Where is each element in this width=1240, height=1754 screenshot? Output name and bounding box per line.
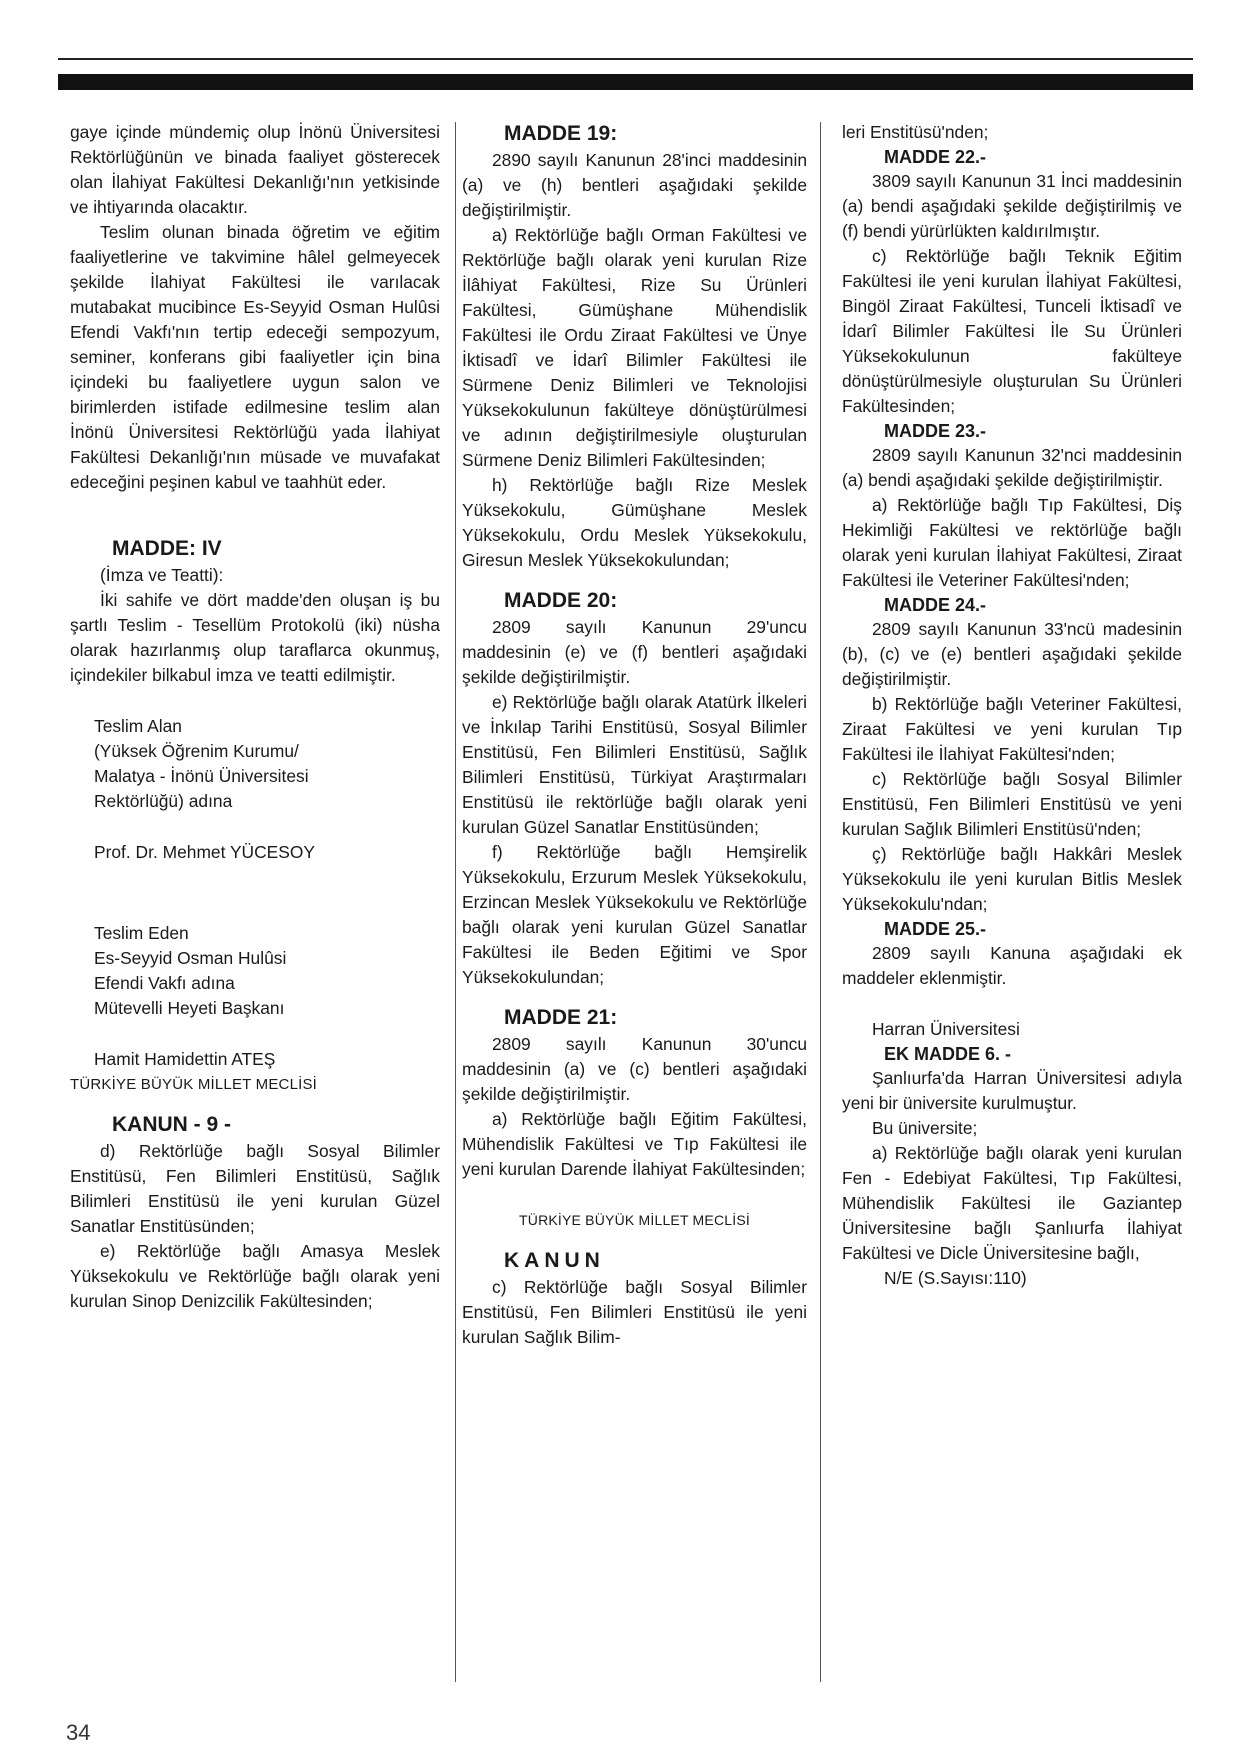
paragraph: 2809 sayılı Kanunun 30'uncu maddesinin (a) ve (c) bentleri aşağıdaki şekilde değiştirilmiştir. (462, 1034, 807, 1104)
column-3 (842, 120, 1182, 1291)
signature-line: Rektörlüğü) adına (94, 791, 233, 811)
paragraph: 2890 sayılı Kanunun 28'inci maddesinin (a) ve (h) bentleri aşağıdaki şekilde değiştirilmiştir. (462, 150, 807, 220)
header-rule-thin (58, 58, 1193, 60)
article-subtitle: (İmza ve Teatti): (100, 565, 224, 585)
law-heading: KANUN (504, 1249, 605, 1272)
paragraph: f) Rektörlüğe bağlı Hemşirelik Yüksekokulu, Erzurum Meslek Yüksekokulu, Erzincan Meslek Yüksekokulu ve Rektörlüğe bağlı olarak yeni kurulan Güzel Sanatlar Fakültesi ile Beden Eğitimi ve Spor Yüksekokulundan; (462, 842, 807, 987)
signature-line: Efendi Vakfı adına (94, 973, 235, 993)
article-heading: MADDE 22.- (884, 147, 987, 167)
paragraph: Teslim olunan binada öğretim ve eğitim faaliyetlerine ve takvimine hâlel gelmeyecek şekilde İlahiyat Fakültesi ile varılacak mutabakat mucibince Es-Seyyid Osman Hulûsi Efendi Vakfı'nın tertip edeceği sempozyum, seminer, konferans gibi faaliyetler için bina içindeki bu faaliyetlere uygun salon ve birimlerden istifade edilmesine teslim alan İnönü Üniversitesi Rektörlüğü yada İlahiyat Fakültesi Dekanlığı'nın müsade ve muvafakat edeceğini peşinen kabul ve taahhüt eder. (70, 222, 440, 492)
paragraph: e) Rektörlüğe bağlı olarak Atatürk İlkeleri ve İnkılap Tarihi Enstitüsü, Sosyal Bilimler Enstitüsü, Fen Bilimleri Enstitüsü, Sağlık Bilimleri Enstitüsü, Türkiyat Araştırmaları Enstitüsü ile rektörlüğe bağlı olarak yeni kurulan Güzel Sanatlar Enstitüsünden; (462, 692, 807, 837)
column-divider-2 (820, 122, 821, 1682)
paragraph: a) Rektörlüğe bağlı Tıp Fakültesi, Diş Hekimliği Fakültesi ve rektörlüğe bağlı olarak yeni kurulan İlahiyat Fakültesi, Ziraat Fakültesi ile Veteriner Fakültesi'nden; (842, 495, 1182, 590)
column-1 (70, 120, 440, 1314)
paragraph: 2809 sayılı Kanuna aşağıdaki ek maddeler eklenmiştir. (842, 943, 1182, 988)
article-heading: MADDE 19: (504, 122, 618, 145)
assembly-title: TÜRKİYE BÜYÜK MİLLET MECLİSİ (519, 1212, 750, 1228)
signature-line: Teslim Eden (94, 923, 189, 943)
footnote-reference: N/E (S.Sayısı:110) (884, 1268, 1027, 1288)
paragraph: 2809 sayılı Kanunun 32'nci maddesinin (a) bendi aşağıdaki şekilde değiştirilmiştir. (842, 445, 1182, 490)
article-heading: MADDE 25.- (884, 919, 987, 939)
article-heading: MADDE: IV (112, 537, 222, 560)
header-rule-thick (58, 74, 1193, 90)
signature-line: Malatya - İnönü Üniversitesi (94, 766, 309, 786)
paragraph: e) Rektörlüğe bağlı Amasya Meslek Yüksekokulu ve Rektörlüğe bağlı olarak yeni kurulan Sinop Denizcilik Fakültesinden; (70, 1241, 440, 1311)
signature-line: (Yüksek Öğrenim Kurumu/ (94, 741, 299, 761)
signature-name: Prof. Dr. Mehmet YÜCESOY (94, 842, 315, 862)
article-heading: MADDE 24.- (884, 595, 987, 615)
paragraph: gaye içinde mündemiç olup İnönü Üniversitesi Rektörlüğünün ve binada faaliyet gösterecek olan İlahiyat Fakültesi Dekanlığı'nın yetkisinde ve ihtiyarında olacaktır. (70, 122, 440, 217)
paragraph: d) Rektörlüğe bağlı Sosyal Bilimler Enstitüsü, Fen Bilimleri Enstitüsü, Sağlık Bilimleri Enstitüsü ile yeni kurulan Güzel Sanatlar Enstitüsünden; (70, 1141, 440, 1236)
signature-line: Teslim Alan (94, 716, 182, 736)
paragraph: Şanlıurfa'da Harran Üniversitesi adıyla yeni bir üniversite kurulmuştur. (842, 1068, 1182, 1113)
page-number: 34 (66, 1720, 91, 1745)
paragraph: c) Rektörlüğe bağlı Sosyal Bilimler Enstitüsü, Fen Bilimleri Enstitüsü ile yeni kurulan Sağlık Bilim- (462, 1277, 807, 1347)
paragraph: ç) Rektörlüğe bağlı Hakkâri Meslek Yüksekokulu ile yeni kurulan Bitlis Meslek Yüksekokulu'ndan; (842, 844, 1182, 914)
signature-name: Hamit Hamidettin ATEŞ (94, 1049, 276, 1069)
paragraph: h) Rektörlüğe bağlı Rize Meslek Yüksekokulu, Gümüşhane Meslek Yüksekokulu, Ordu Meslek Yüksekokulu, Giresun Meslek Yüksekokulundan; (462, 475, 807, 570)
paragraph: İki sahife ve dört madde'den oluşan iş bu şartlı Teslim - Tesellüm Protokolü (iki) nüsha olarak hazırlanmış olup taraflarca okunmuş, içindekiler bilkabul imza ve teatti edilmiştir. (70, 590, 440, 685)
paragraph: Bu üniversite; (872, 1118, 978, 1138)
article-heading: MADDE 23.- (884, 421, 987, 441)
paragraph: leri Enstitüsü'nden; (842, 122, 989, 142)
article-heading: MADDE 21: (504, 1006, 618, 1029)
paragraph: c) Rektörlüğe bağlı Teknik Eğitim Fakültesi ile yeni kurulan İlahiyat Fakültesi, Bingöl Ziraat Fakültesi, Tunceli İktisadî ve İdarî Bilimler Fakültesi İle Su Ürünleri Yüksekokulunun fakülteye dönüştürülmesiyle oluşturulan Su Ürünleri Fakültesinden; (842, 246, 1182, 416)
section-title: Harran Üniversitesi (872, 1019, 1020, 1039)
article-heading: EK MADDE 6. - (884, 1044, 1012, 1064)
signature-line: Mütevelli Heyeti Başkanı (94, 998, 285, 1018)
assembly-title: TÜRKİYE BÜYÜK MİLLET MECLİSİ (70, 1076, 318, 1093)
paragraph: 2809 sayılı Kanunun 29'uncu maddesinin (e) ve (f) bentleri aşağıdaki şekilde değiştirilmiştir. (462, 617, 807, 687)
paragraph: 2809 sayılı Kanunun 33'ncü madesinin (b), (c) ve (e) bentleri aşağıdaki şekilde değiştirilmiştir. (842, 619, 1182, 689)
paragraph: a) Rektörlüğe bağlı Orman Fakültesi ve Rektörlüğe bağlı olarak yeni kurulan Rize İlâhiyat Fakültesi, Rize Su Ürünleri Fakültesi, Gümüşhane Mühendislik Fakültesi ile Ordu Ziraat Fakültesi ve Ünye İktisadî ve İdarî Bilimler Fakültesi ile Sürmene Deniz Bilimleri ve Teknolojisi Yüksekokulunun fakülteye dönüştürülmesi ve adının değiştirilmesiyle oluşturulan Sürmene Deniz Bilimleri Fakültesinden; (462, 225, 807, 470)
paragraph: 3809 sayılı Kanunun 31 İnci maddesinin (a) bendi aşağıdaki şekilde değiştirilmiş ve (f) bendi yürürlükten kaldırılmıştır. (842, 171, 1182, 241)
paragraph: b) Rektörlüğe bağlı Veteriner Fakültesi, Ziraat Fakültesi ve yeni kurulan Tıp Fakültesi ile İlahiyat Fakültesi'nden; (842, 694, 1182, 764)
paragraph: a) Rektörlüğe bağlı Eğitim Fakültesi, Mühendislik Fakültesi ve Tıp Fakültesi ile yeni kurulan Darende İlahiyat Fakültesinden; (462, 1109, 807, 1179)
article-heading: MADDE 20: (504, 589, 618, 612)
paragraph: a) Rektörlüğe bağlı olarak yeni kurulan Fen - Edebiyat Fakültesi, Tıp Fakültesi, Mühendislik Fakültesi ile Gaziantep Üniversitesine bağlı Şanlıurfa İlahiyat Fakültesi ve Dicle Üniversitesine bağlı, (842, 1143, 1182, 1263)
law-heading: KANUN - 9 - (112, 1113, 231, 1136)
column-2 (462, 120, 807, 1350)
signature-line: Es-Seyyid Osman Hulûsi (94, 948, 287, 968)
paragraph: c) Rektörlüğe bağlı Sosyal Bilimler Enstitüsü, Fen Bilimleri Enstitüsü ve yeni kurulan Sağlık Bilimleri Enstitüsü'nden; (842, 769, 1182, 839)
column-divider-1 (455, 122, 456, 1682)
